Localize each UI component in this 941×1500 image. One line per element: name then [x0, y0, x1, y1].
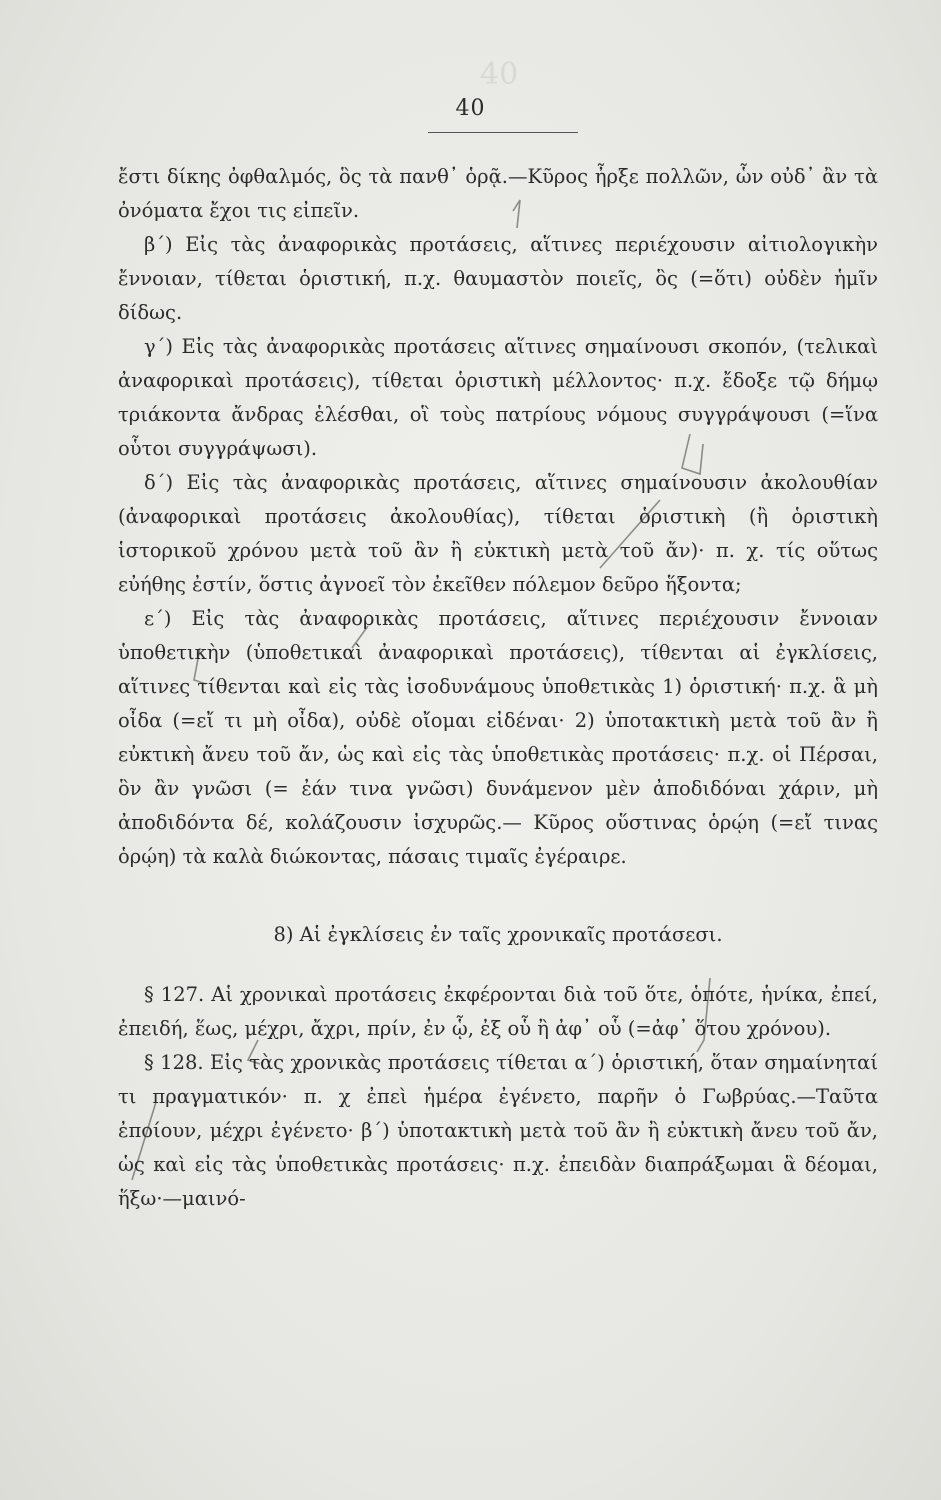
section-127: § 127. Αἱ χρονικαὶ προτάσεις ἐκφέρονται διὰ τοῦ ὅτε, ὁπότε, ἡνίκα, ἐπεί, ἐπειδή, ἕως, μέχρι, ἄχρι, πρίν, ἐν ᾧ, ἐξ οὗ ἢ ἀφ᾽ οὗ (=ἀφ᾽ ὅτου χρόνου). — [118, 983, 878, 1040]
section-128: § 128. Εἰς τὰς χρονικὰς προτάσεις τίθεται α΄) ὁριστική, ὅταν σημαίνηταί τι πραγματικόν· π. χ ἐπεὶ ἡμέρα ἐγένετο, παρῆν ὁ Γωβρύας.—Ταῦτα ἐποίουν, μέχρι ἐγένετο· β΄) ὑποτακτικὴ μετὰ τοῦ ἂν ἢ εὐκτικὴ ἄνευ τοῦ ἄν, ὡς καὶ εἰς τὰς ὑποθετικὰς προτάσεις· π.χ. ἐπειδὰν διαπράξωμαι ἃ δέομαι, ἥξω·—μαινό- — [118, 1051, 878, 1210]
svg-text:40: 40 — [480, 57, 519, 92]
paragraph-4: δ΄) Εἰς τὰς ἀναφορικὰς προτάσεις, αἵτινες σημαίνουσιν ἀκολουθίαν (ἀναφορικαὶ προτάσεις ἀκολουθίας), τίθεται ὁριστικὴ (ἢ ὁριστικὴ ἱστορικοῦ χρόνου μετὰ τοῦ ἂν ἢ εὐκτικὴ μετὰ τοῦ ἄν)· π. χ. τίς οὕτως εὐήθης ἐστίν, ὅστις ἀγνοεῖ τὸν ἐκεῖθεν πόλεμον δεῦρο ἥξοντα; — [118, 471, 878, 596]
paragraph-5: ε΄) Εἰς τὰς ἀναφορικὰς προτάσεις, αἵτινες περιέχουσιν ἔννοιαν ὑποθετικὴν (ὑποθετικαὶ ἀναφορικαὶ προτάσεις), τίθενται αἱ ἐγκλίσεις, αἵτινες τίθενται καὶ εἰς τὰς ἰσοδυνάμους ὑποθετικὰς 1) ὁριστική· π.χ. ἃ μὴ οἶδα (=εἴ τι μὴ οἶδα), οὐδὲ οἴομαι εἰδέναι· 2) ὑποτακτικὴ μετὰ τοῦ ἂν ἢ εὐκτικὴ ἄνευ τοῦ ἄν, ὡς καὶ εἰς τὰς ὑποθετικὰς προτάσεις· π.χ. οἱ Πέρσαι, ὃν ἂν γνῶσι (= ἐάν τινα γνῶσι) δυνάμενον μὲν ἀποδιδόναι χάριν, μὴ ἀποδιδόντα δέ, κολάζουσιν ἰσχυρῶς.— Κῦρος οὕστινας ὁρῴη (=εἴ τινας ὁρῴη) τὰ καλὰ διώκοντας, πάσαις τιμαῖς ἐγέραιρε. — [118, 607, 878, 868]
paragraph-3: γ΄) Εἰς τὰς ἀναφορικὰς προτάσεις αἵτινες σημαίνουσι σκοπόν, (τελικαὶ ἀναφορικαὶ προτάσεις), τίθεται ὁριστικὴ μέλλοντος· π.χ. ἔδοξε τῷ δήμῳ τριάκοντα ἄνδρας ἑλέσθαι, οἳ τοὺς πατρίους νόμους συγγράψουσι (=ἵνα οὗτοι συγγράψωσι). — [118, 335, 878, 460]
page-number: 40 — [455, 96, 486, 121]
header-rule — [428, 132, 578, 133]
paragraph-1: ἔστι δίκης ὀφθαλμός, ὃς τὰ πανθ᾽ ὁρᾷ.—Κῦρος ἦρξε πολλῶν, ὧν οὐδ᾽ ἂν τὰ ὀνόματα ἔχοι τις εἰπεῖν. — [118, 165, 878, 222]
paragraph-2: β΄) Εἰς τὰς ἀναφορικὰς προτάσεις, αἵτινες περιέχουσιν αἰτιολογικὴν ἔννοιαν, τίθεται ὁριστική, π.χ. θαυμαστὸν ποιεῖς, ὃς (=ὅτι) οὐδὲν ἡμῖν δίδως. — [118, 233, 878, 324]
main-text — [118, 160, 878, 1216]
section-heading: 8) Αἱ ἐγκλίσεις ἐν ταῖς χρονικαῖς προτάσεσι. — [273, 923, 723, 946]
